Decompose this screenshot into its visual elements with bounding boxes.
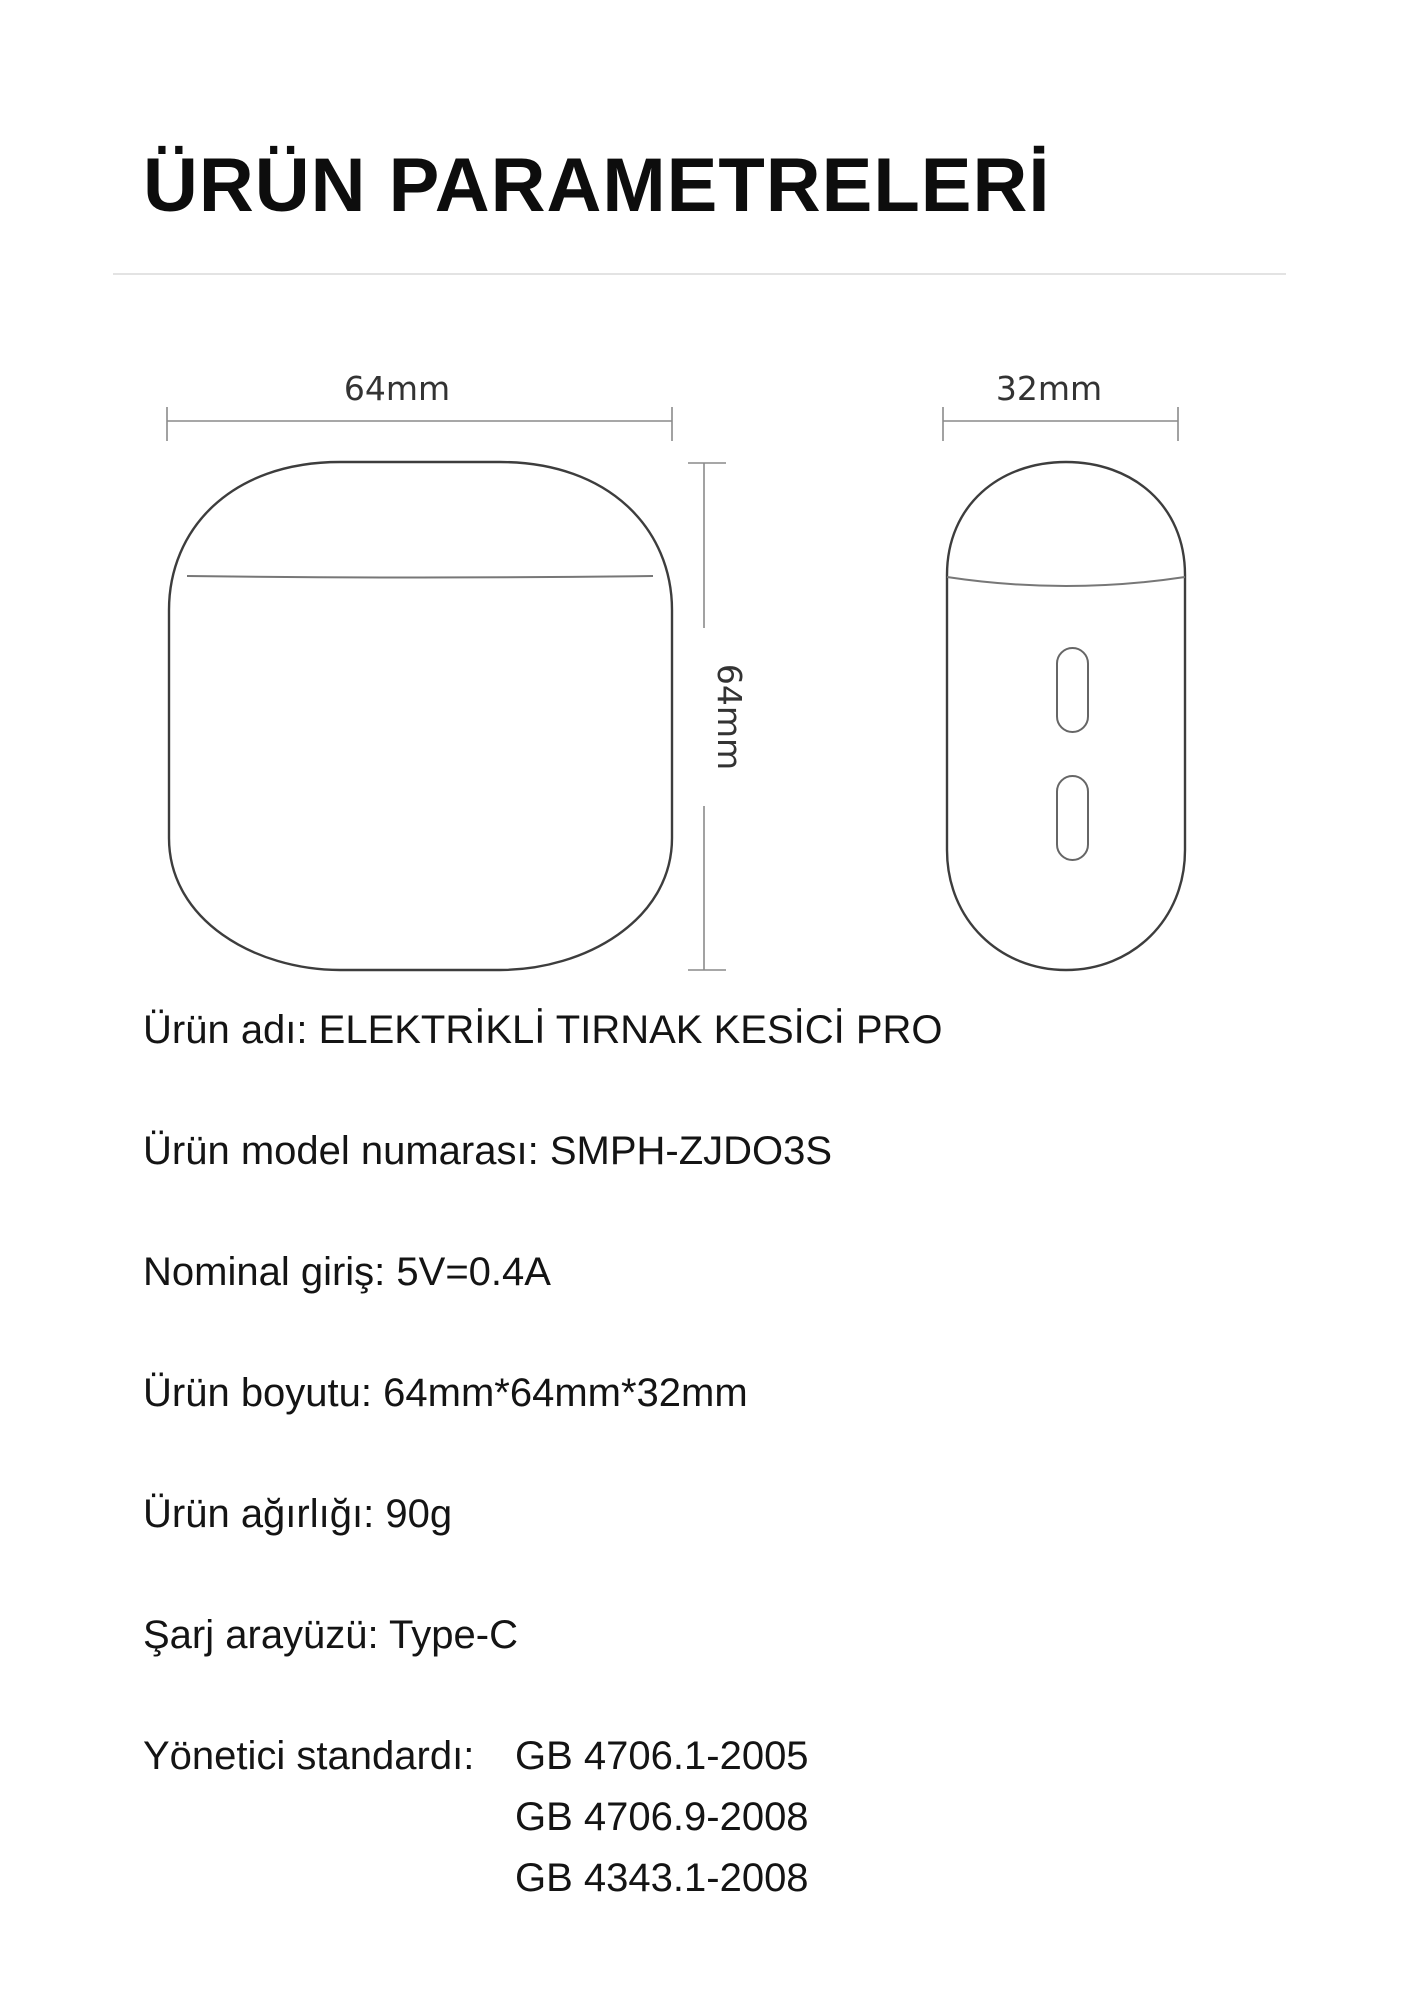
spec-product-name: Ürün adı: ELEKTRİKLİ TIRNAK KESİCİ PRO bbox=[143, 1008, 943, 1052]
front-width-dimension bbox=[167, 407, 672, 441]
spec-standards-label: Yönetici standardı: bbox=[143, 1734, 475, 1778]
spec-standard-item: GB 4343.1-2008 bbox=[515, 1856, 809, 1900]
spec-weight: Ürün ağırlığı: 90g bbox=[143, 1492, 453, 1536]
side-view-upper-button bbox=[1057, 648, 1088, 732]
side-view-lid-seam bbox=[947, 577, 1185, 586]
spec-charging-interface: Şarj arayüzü: Type-C bbox=[143, 1613, 518, 1657]
front-width-label: 64mm bbox=[343, 369, 451, 408]
spec-standards bbox=[143, 1726, 1143, 1926]
spec-model-number: Ürün model numarası: SMPH-ZJDO3S bbox=[143, 1129, 833, 1173]
side-view bbox=[947, 462, 1185, 970]
spec-dimensions: Ürün boyutu: 64mm*64mm*32mm bbox=[143, 1371, 748, 1415]
front-view-outline bbox=[169, 462, 672, 970]
front-view-lid-seam bbox=[187, 576, 653, 578]
side-view-outline bbox=[947, 462, 1185, 970]
side-width-dimension bbox=[943, 407, 1178, 441]
spec-rated-input: Nominal giriş: 5V=0.4A bbox=[143, 1250, 551, 1294]
front-height-label: 64mm bbox=[710, 663, 749, 771]
spec-standard-item: GB 4706.9-2008 bbox=[515, 1795, 809, 1839]
side-width-label: 32mm bbox=[995, 369, 1103, 408]
front-view bbox=[169, 462, 672, 970]
spec-standard-item: GB 4706.1-2005 bbox=[515, 1734, 809, 1778]
page-title: ÜRÜN PARAMETRELERİ bbox=[143, 143, 1051, 228]
side-view-lower-button bbox=[1057, 776, 1088, 860]
